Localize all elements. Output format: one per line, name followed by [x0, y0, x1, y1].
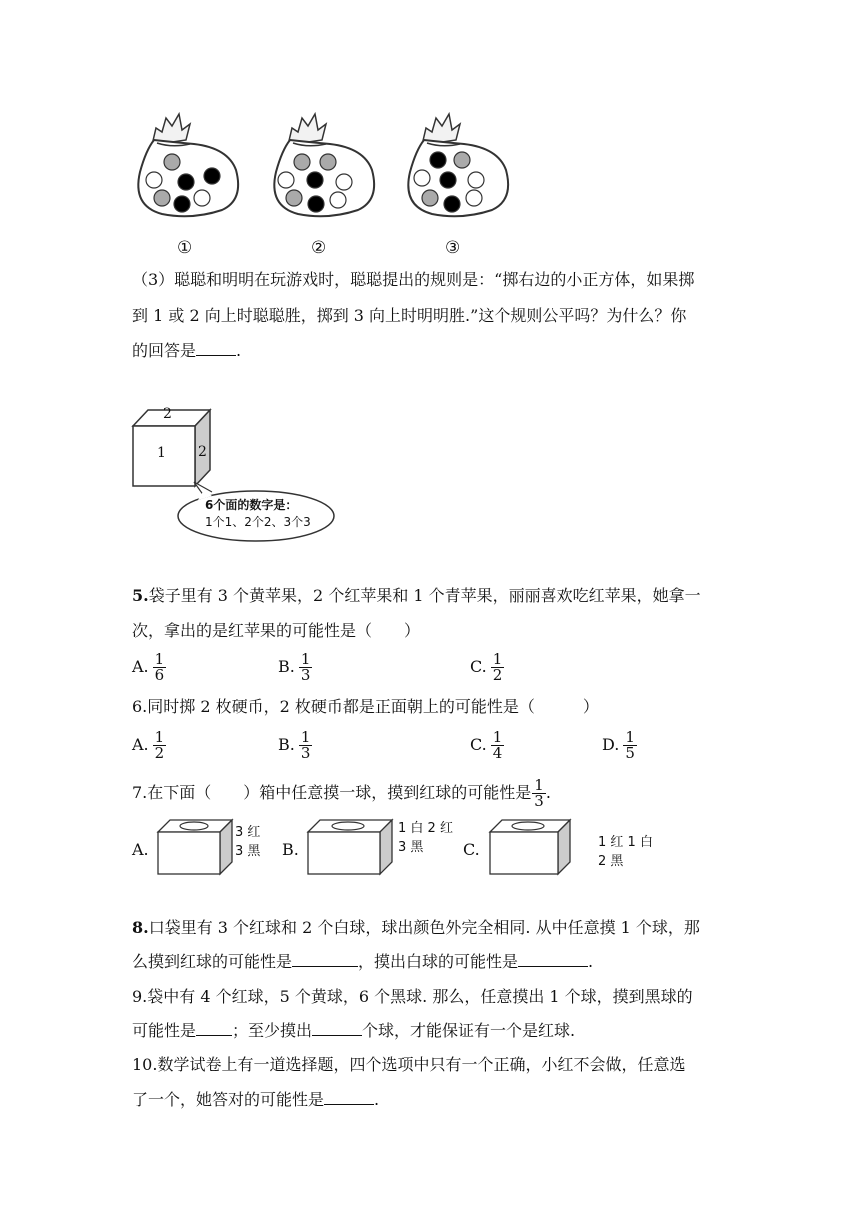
cube-front-number: 1	[157, 445, 166, 461]
fraction: $\frac{1}{3}$	[300, 650, 311, 684]
bags-illustration	[128, 110, 528, 230]
q8-text-2a: 么摸到红球的可能性是	[132, 952, 293, 971]
cube-top-number: 2	[163, 406, 172, 422]
bag-3	[408, 114, 508, 216]
q9-line-1: 9.袋中有 4 个红球，5 个黄球，6 个黑球. 那么，任意摸出 1 个球，摸到黑球的	[132, 987, 693, 1006]
option-letter: D.	[602, 735, 620, 754]
q3-line-2: 到 1 或 2 向上时聪聪胜，掷到 3 向上时明明胜.”这个规则公平吗？为什么？你	[132, 306, 687, 325]
q7-box-c-label-2: 2 黑	[598, 854, 624, 869]
q5-option-a[interactable]	[132, 652, 166, 683]
fraction: $\frac{1}{5}$	[625, 728, 635, 762]
q10-line-2	[132, 1090, 379, 1110]
q5-option-b[interactable]	[278, 652, 312, 683]
q5-line-1	[132, 586, 701, 606]
option-letter: C.	[470, 657, 487, 676]
option-letter: B.	[278, 657, 295, 676]
q10-text-2a: 了一个，她答对的可能性是	[132, 1090, 325, 1109]
q7-box-b-label-2: 3 黑	[398, 840, 424, 855]
q3-line-1: （3）聪聪和明明在玩游戏时，聪聪提出的规则是：“掷右边的小正方体，如果掷	[132, 270, 695, 289]
q8-period: .	[588, 952, 594, 971]
q8-line-2	[132, 952, 593, 972]
q3-line-3	[132, 341, 241, 361]
q10-period: .	[374, 1090, 380, 1109]
bag-label-2: ②	[311, 238, 327, 258]
option-letter: C.	[470, 735, 487, 754]
q8-text-1: 口袋里有 3 个红球和 2 个白球，球出颜色外完全相同. 从中任意摸 1 个球，那	[148, 918, 700, 937]
bubble-line-1: 6个面的数字是：	[205, 498, 298, 512]
q9-line-2	[132, 1021, 575, 1041]
bag-label-1: ①	[177, 238, 193, 258]
bag-1	[138, 114, 238, 216]
q3-answer-blank[interactable]	[196, 341, 236, 356]
cube-side-number: 2	[198, 444, 207, 460]
bag-2	[274, 114, 374, 216]
q5-line-2: 次，拿出的是红苹果的可能性是（ ）	[132, 621, 421, 640]
q7-box-b	[306, 818, 396, 878]
fraction: $\frac{1}{2}$	[492, 650, 503, 684]
q10-blank[interactable]	[324, 1090, 374, 1105]
q6-option-a[interactable]	[132, 730, 166, 761]
q7-fraction: $\frac{1}{3}$	[534, 776, 544, 810]
q6-option-b[interactable]	[278, 730, 312, 761]
q7-box-a-label-1: 3 红	[235, 825, 261, 840]
bag-label-3: ③	[445, 238, 461, 258]
q8-text-2b: ，摸出白球的可能性是	[358, 952, 519, 971]
q7-line	[132, 778, 551, 809]
q10-line-1: 10.数学试卷上有一道选择题，四个选项中只有一个正确，小红不会做，任意选	[132, 1055, 686, 1074]
q9-text-2c: 个球，才能保证有一个是红球.	[362, 1021, 576, 1040]
fraction: $\frac{1}{4}$	[492, 728, 503, 762]
q5-text-1: 袋子里有 3 个黄苹果，2 个红苹果和 1 个青苹果，丽丽喜欢吃红苹果，她拿一	[148, 586, 701, 605]
q9-text-2a: 可能性是	[132, 1021, 197, 1040]
q5-number: 5.	[132, 586, 149, 605]
option-letter: A.	[132, 657, 149, 676]
q7-box-a	[156, 818, 236, 878]
q7-box-c-label-1: 1 红 1 白	[598, 835, 653, 850]
q9-blank-1[interactable]	[196, 1021, 232, 1036]
q5-option-c[interactable]	[470, 652, 504, 683]
q7-box-a-label-2: 3 黑	[235, 844, 261, 859]
option-letter: B.	[278, 735, 295, 754]
q8-number: 8.	[132, 918, 149, 937]
q7-option-b-letter[interactable]: B.	[282, 840, 299, 859]
option-letter: A.	[132, 735, 149, 754]
q6-line: 6.同时掷 2 枚硬币，2 枚硬币都是正面朝上的可能性是（ ）	[132, 697, 599, 716]
q7-box-b-label-1: 1 白 2 红	[398, 821, 453, 836]
q7-text: 7.在下面（ ）箱中任意摸一球，摸到红球的可能性是	[132, 783, 532, 802]
q3-answer-prompt: 的回答是	[132, 341, 197, 360]
q8-blank-1[interactable]	[292, 952, 358, 967]
q9-text-2b: ；至少摸出	[232, 1021, 313, 1040]
q6-option-c[interactable]	[470, 730, 504, 761]
q7-box-c	[488, 818, 574, 878]
q8-blank-2[interactable]	[518, 952, 588, 967]
q7-option-a-letter[interactable]: A.	[132, 840, 149, 859]
bubble-line-2: 1个1、2个2、3个3	[205, 515, 311, 529]
q8-line-1	[132, 918, 700, 938]
fraction: $\frac{1}{2}$	[154, 728, 165, 762]
q6-option-d[interactable]	[602, 730, 637, 761]
q7-option-c-letter[interactable]: C.	[463, 840, 480, 859]
fraction: $\frac{1}{6}$	[154, 650, 165, 684]
q3-period: .	[236, 341, 242, 360]
q7-period: .	[545, 783, 551, 802]
q9-blank-2[interactable]	[312, 1021, 362, 1036]
fraction: $\frac{1}{3}$	[300, 728, 311, 762]
